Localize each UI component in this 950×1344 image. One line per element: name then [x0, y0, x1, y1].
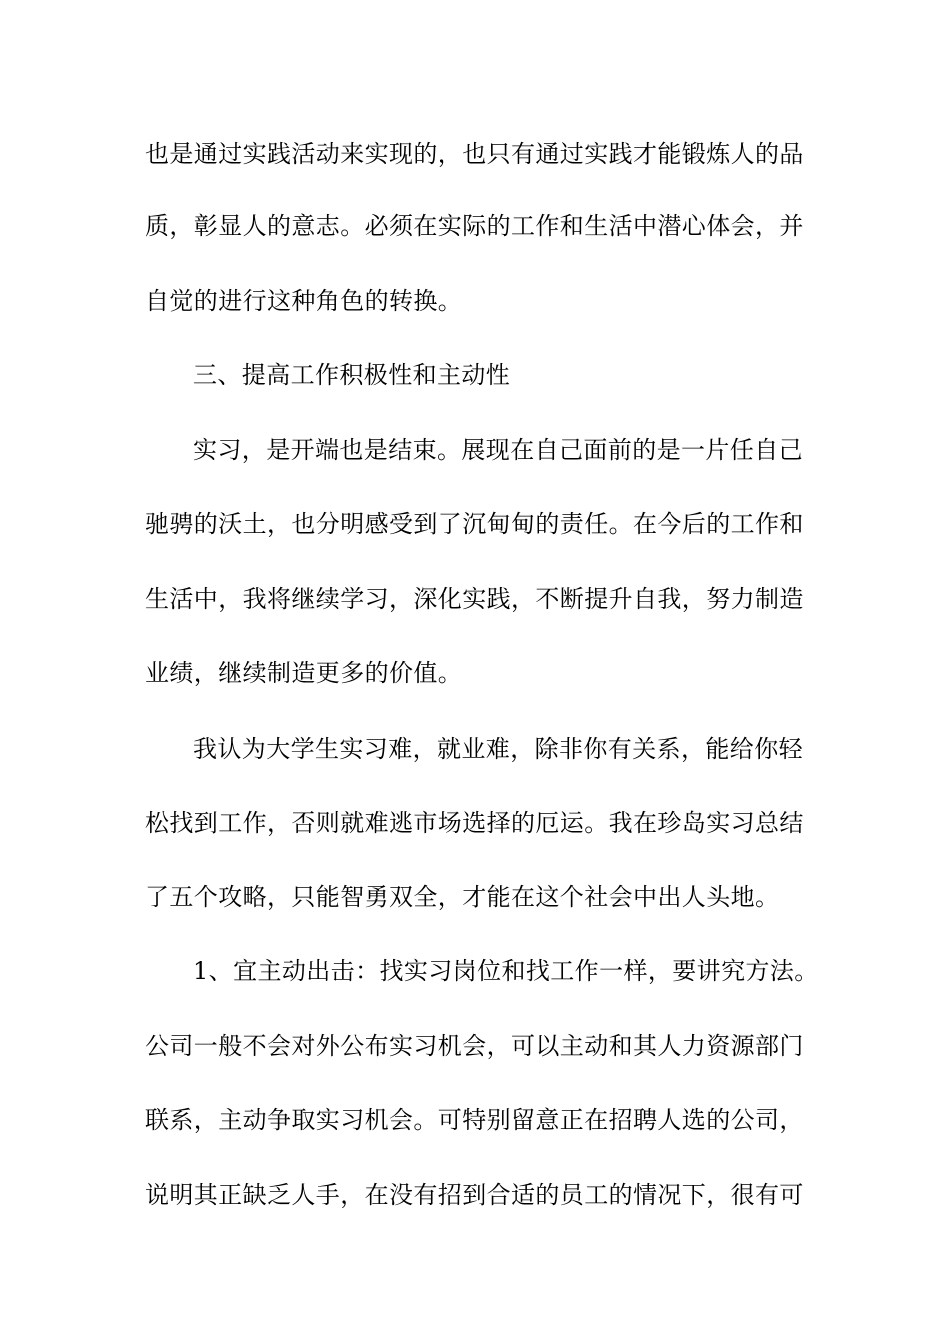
text-line: 公司一般不会对外公布实习机会，可以主动和其人力资源部门 — [145, 1032, 804, 1060]
text-line: 了五个攻略，只能智勇双全，才能在这个社会中出人头地。 — [145, 883, 780, 911]
text-line: 质，彰显人的意志。必须在实际的工作和生活中潜心体会，并 — [145, 212, 804, 240]
text-line: 业绩，继续制造更多的价值。 — [145, 659, 463, 687]
text-line: 松找到工作，否则就难逃市场选择的厄运。我在珍岛实习总结 — [145, 809, 804, 837]
text-line: 我认为大学生实习难，就业难，除非你有关系，能给你轻 — [193, 735, 803, 763]
text-line: 生活中，我将继续学习，深化实践，不断提升自我，努力制造 — [145, 585, 804, 613]
text-line: 1、宜主动出击：找实习岗位和找工作一样，要讲究方法。 — [193, 957, 819, 985]
text-line: 也是通过实践活动来实现的，也只有通过实践才能锻炼人的品 — [145, 140, 804, 168]
text-line: 联系，主动争取实习机会。可特别留意正在招聘人选的公司， — [145, 1106, 804, 1134]
text-line: 驰骋的沃土，也分明感受到了沉甸甸的责任。在今后的工作和 — [145, 510, 804, 538]
text-line: 自觉的进行这种角色的转换。 — [145, 287, 463, 315]
text-line: 实习，是开端也是结束。展现在自己面前的是一片任自己 — [193, 436, 803, 464]
text-line: 说明其正缺乏人手，在没有招到合适的员工的情况下，很有可 — [145, 1181, 804, 1209]
section-heading: 三、提高工作积极性和主动性 — [193, 361, 511, 389]
